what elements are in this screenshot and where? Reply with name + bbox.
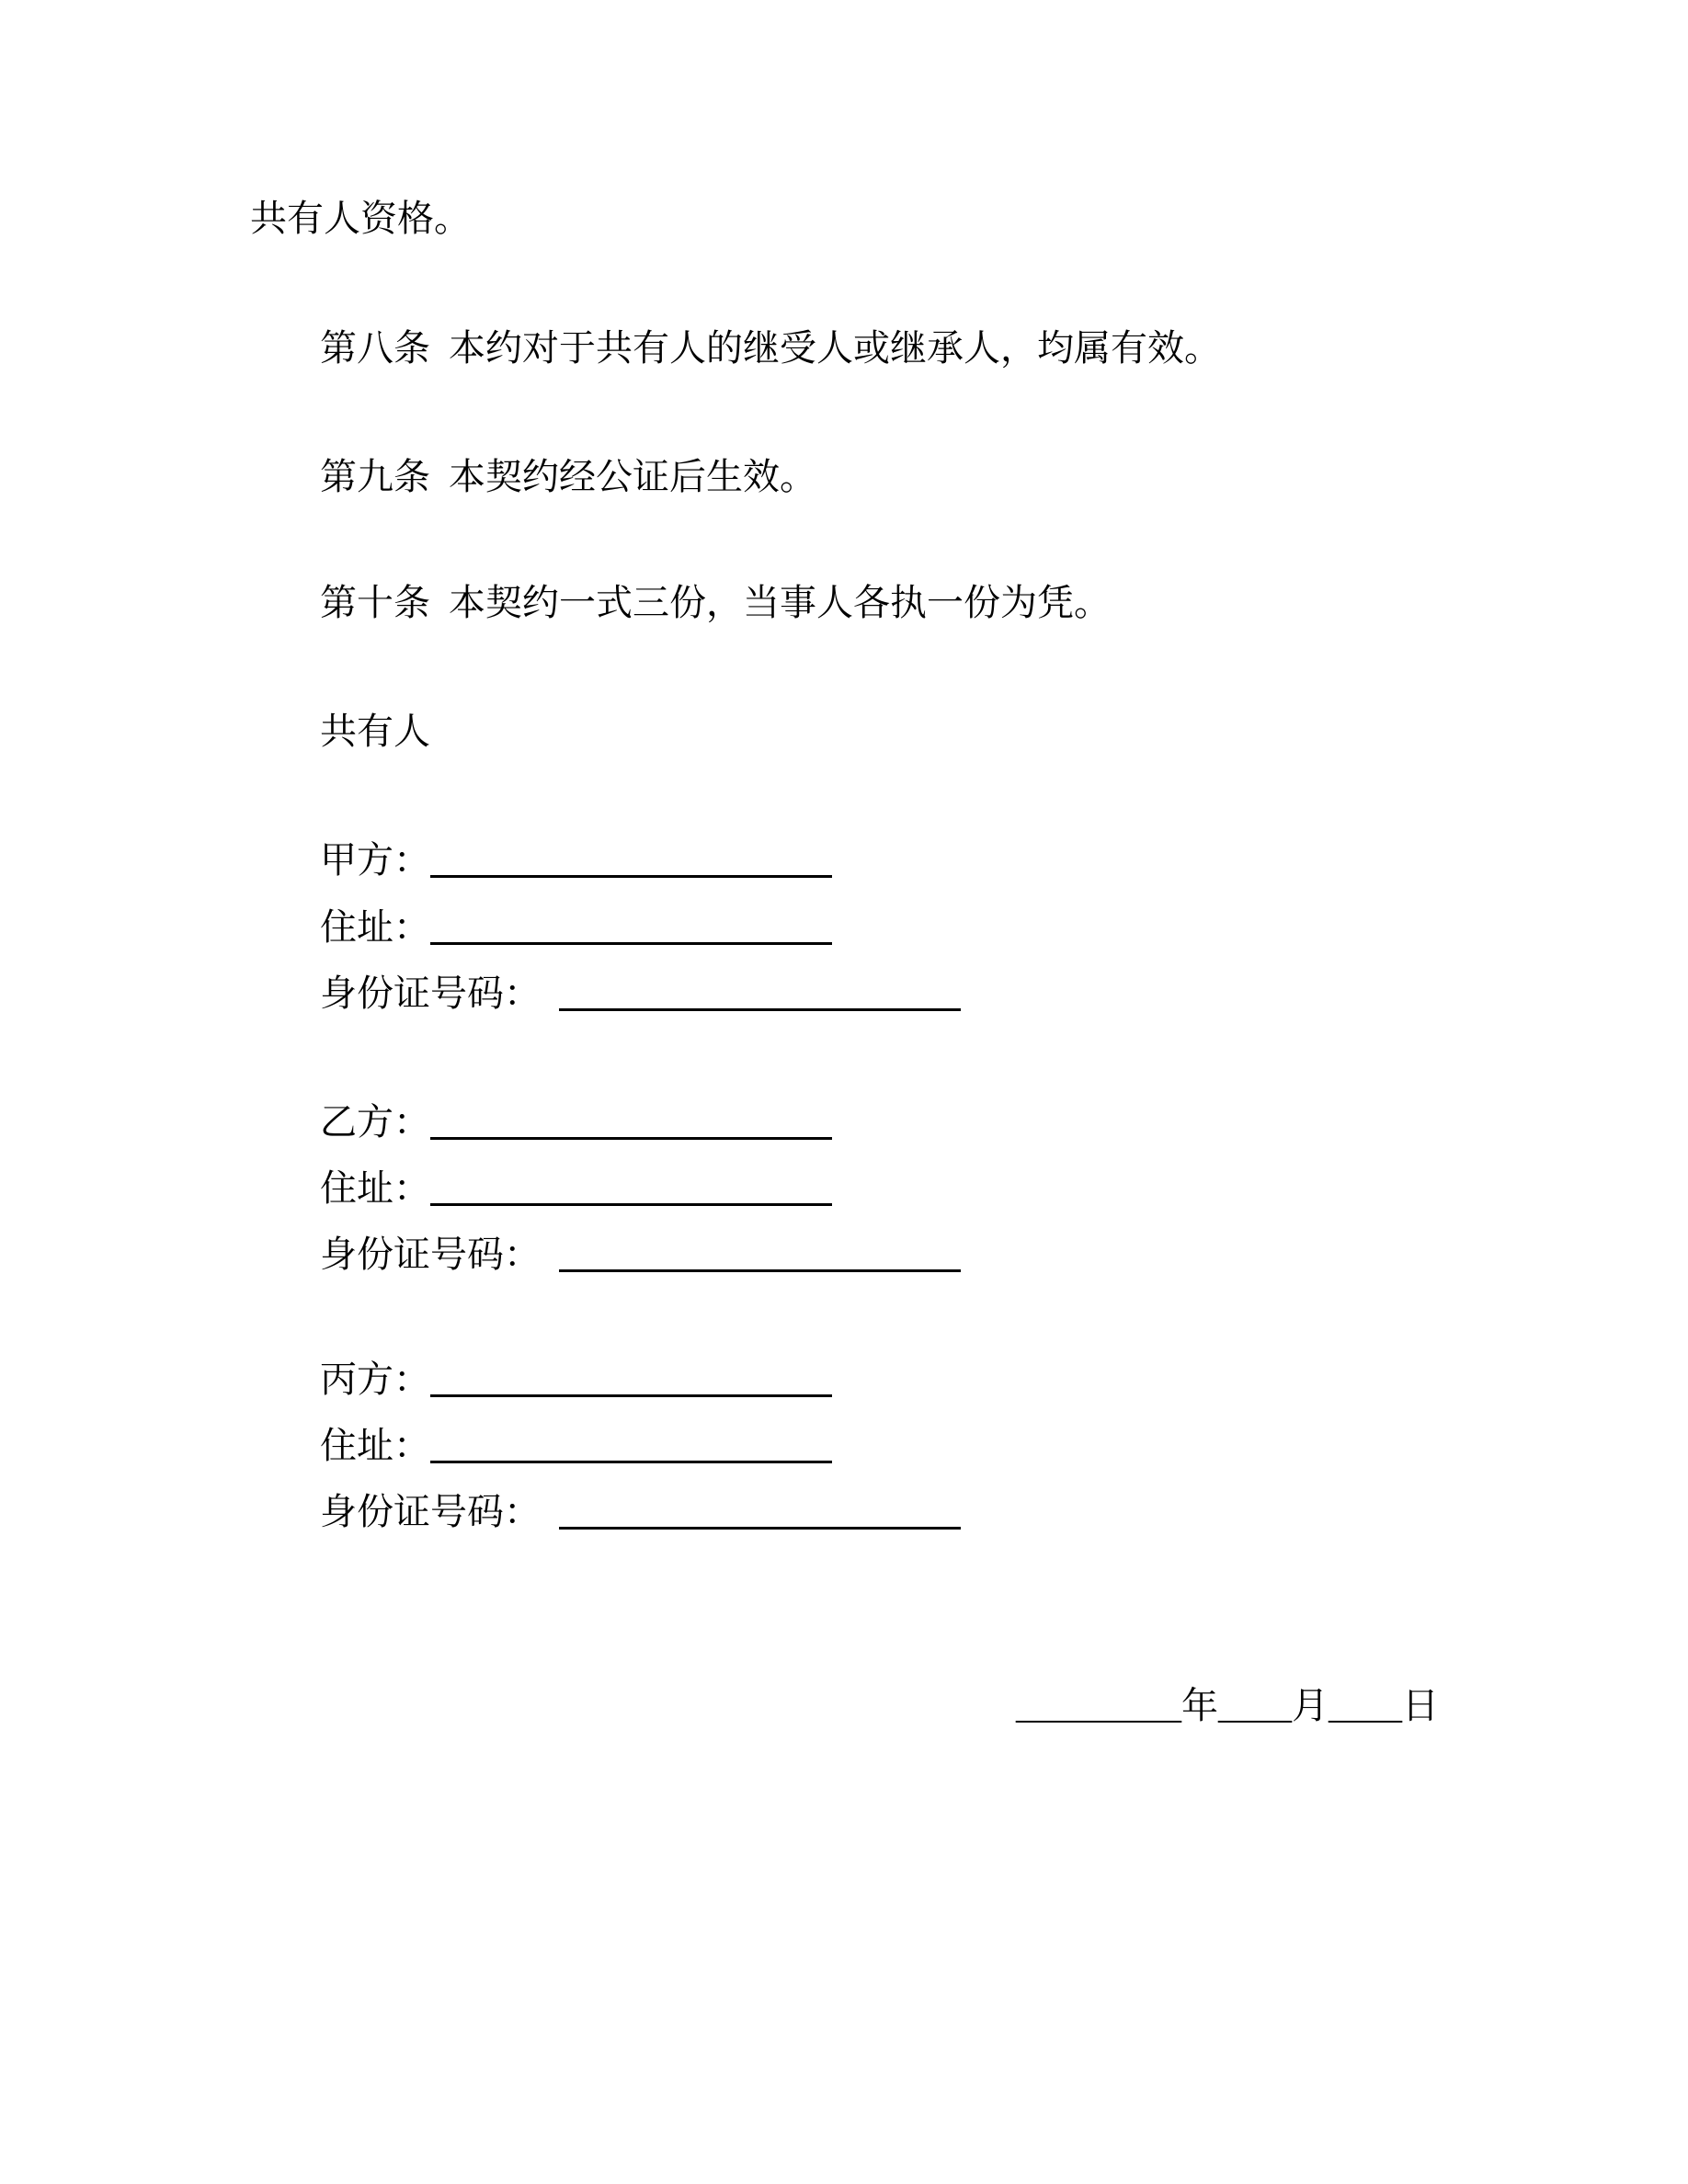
party-c-id-line — [320, 1492, 961, 1532]
article-10-line — [320, 583, 1111, 623]
party-a-name-blank-field[interactable] — [430, 844, 832, 878]
article-9-line — [320, 457, 816, 497]
party-a-id-blank-field[interactable] — [559, 977, 961, 1011]
co-owners-heading: 共有人 — [320, 711, 430, 752]
party-b-address-line — [320, 1168, 832, 1209]
article-8-number: 第八条 — [320, 327, 430, 369]
article-10-text: 本契约一式三份，当事人各执一份为凭。 — [449, 582, 1111, 623]
party-b-address-label: 住址： — [320, 1167, 430, 1209]
date-year-label: 年 — [1181, 1685, 1218, 1726]
paragraph-continuation-text: 共有人资格。 — [250, 198, 471, 239]
party-a-id-label: 身份证号码： — [320, 973, 541, 1014]
party-a-name-label: 甲方： — [320, 839, 430, 881]
party-a-name-line — [320, 840, 832, 881]
date-year-blank-field[interactable]: _________ — [1016, 1685, 1181, 1726]
article-8-text: 本约对于共有人的继受人或继承人，均属有效。 — [449, 327, 1221, 369]
article-8-line — [320, 328, 1221, 369]
party-c-name-line — [320, 1359, 832, 1400]
party-a-address-blank-field[interactable] — [430, 911, 832, 945]
date-month-label: 月 — [1292, 1685, 1329, 1726]
article-9-number: 第九条 — [320, 456, 430, 497]
party-a-address-line — [320, 907, 832, 948]
party-c-address-label: 住址： — [320, 1425, 430, 1466]
party-c-address-line — [320, 1426, 832, 1466]
party-c-address-blank-field[interactable] — [430, 1429, 832, 1463]
party-c-name-blank-field[interactable] — [430, 1363, 832, 1397]
party-c-name-label: 丙方： — [320, 1359, 430, 1400]
article-9-text: 本契约经公证后生效。 — [449, 456, 816, 497]
party-a-address-label: 住址： — [320, 906, 430, 948]
article-10-number: 第十条 — [320, 582, 430, 623]
date-line — [1016, 1686, 1439, 1726]
party-b-id-line — [320, 1234, 961, 1275]
party-b-name-line — [320, 1102, 832, 1143]
date-month-blank-field[interactable]: ____ — [1218, 1685, 1292, 1726]
party-b-id-blank-field[interactable] — [559, 1238, 961, 1272]
party-a-id-line — [320, 973, 961, 1014]
party-b-address-blank-field[interactable] — [430, 1172, 832, 1206]
date-day-label: 日 — [1402, 1685, 1439, 1726]
party-c-id-blank-field[interactable] — [559, 1496, 961, 1530]
party-b-name-label: 乙方： — [320, 1101, 430, 1143]
party-b-name-blank-field[interactable] — [430, 1106, 832, 1140]
date-day-blank-field[interactable]: ____ — [1329, 1685, 1402, 1726]
party-c-id-label: 身份证号码： — [320, 1491, 541, 1532]
party-b-id-label: 身份证号码： — [320, 1234, 541, 1275]
